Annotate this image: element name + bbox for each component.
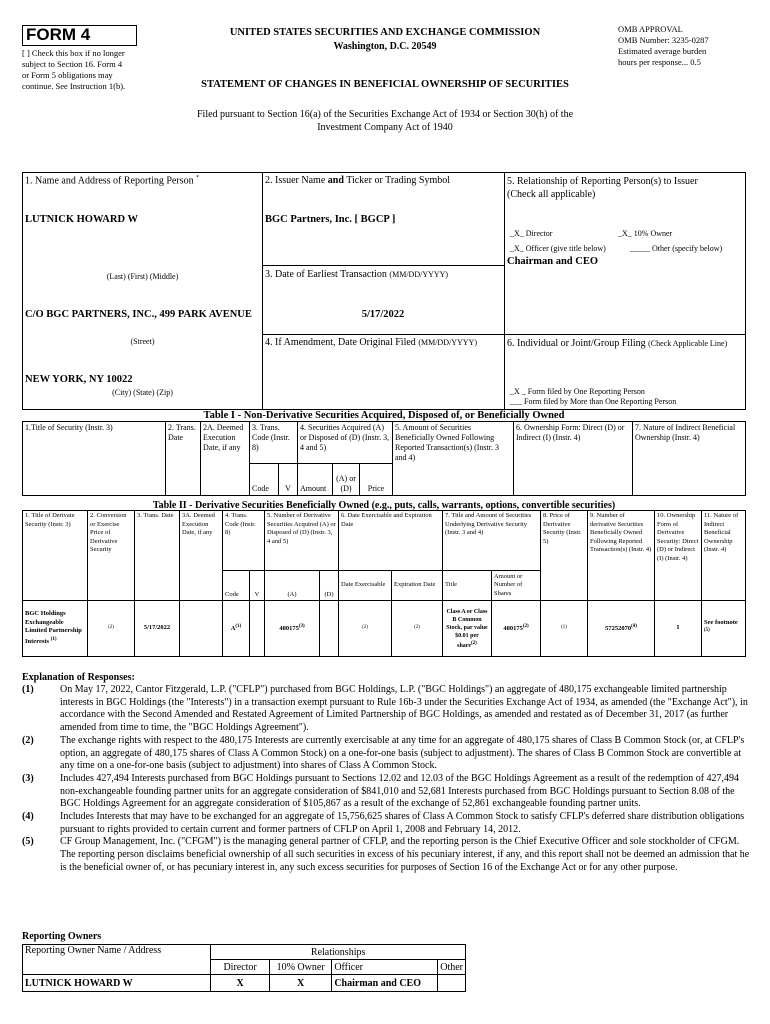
explanation-list	[22, 684, 750, 875]
t2-row-acquired: 480175$^{(3)}$	[265, 601, 320, 657]
t1-col-acquired: 4. Securities Acquired (A) or Disposed of (D) (Instr. 3, 4 and 5)	[298, 422, 393, 464]
t2-row-nature: See footnote $^{(5)}$	[702, 601, 746, 657]
street-caption: (Street)	[130, 337, 155, 346]
omb-approval	[618, 24, 758, 68]
t1-sub-amount: Amount	[298, 464, 333, 496]
box3-label: 3. Date of Earliest Transaction (MM/DD/YYYY)	[265, 269, 449, 280]
omb-line-3: Estimated average burden	[618, 46, 707, 56]
t2-col-nature: 11. Nature of Indirect Beneficial Ownership (Instr. 4)	[702, 511, 746, 601]
owners-row-other	[438, 975, 466, 992]
box2-label: 2. Issuer Name and Ticker or Trading Symbol	[265, 175, 451, 186]
t1-sub-price: Price	[360, 464, 393, 496]
owners-col-ten-pct: 10% Owner	[269, 960, 331, 975]
issuer-name: BGC Partners, Inc. [ BGCP ]	[265, 214, 396, 225]
check-box-line-1[interactable]: [ ] Check this box if no longer	[22, 48, 125, 58]
t2-sub-code: Code	[223, 571, 250, 601]
t2-col-form: 10. Ownership Form of Derivative Security: Direct (D) or Indirect (I) (Instr. 4)	[655, 511, 702, 601]
owners-row-officer: Chairman and CEO	[332, 975, 438, 992]
fn-num: (3)	[22, 772, 34, 784]
t1-col-title: 1.Title of Security (Instr. 3)	[23, 422, 166, 496]
t1-col-ownership-form: 6. Ownership Form: Direct (D) or Indirect (I) (Instr. 4)	[514, 422, 633, 496]
table2-title: Table II - Derivative Securities Beneficially Owned (e.g., puts, calls, warrants, options, convertible securities)	[152, 500, 616, 511]
t2-row-form: I	[655, 601, 702, 657]
t1-col-nature: 7. Nature of Indirect Beneficial Ownership (Instr. 4)	[633, 422, 746, 496]
fn-text: CF Group Management, Inc. ("CFGM") is the managing general partner of CFLP, and the reporting person is the Chief Executive Officer and sole stockholder of CFGM. The reporting person disclaims beneficial ownership of all such securities in excess of his pecuniary interest, if any, and this report shall not be deemed an admission that he is the beneficial owner of, or has pecuniary interest in, any such excess securities for purposes of Section 16 of the Exchange Act or for any other purpose.	[60, 836, 750, 873]
t2-col-acquired: 5. Number of Derivative Securities Acquired (A) or Disposed of (D) (Instr. 3, 4 and 5)	[265, 511, 339, 571]
t1-col-date: 2. Trans. Date	[166, 422, 201, 496]
table2	[22, 510, 746, 657]
filed-pursuant-line-1: Filed pursuant to Section 16(a) of the Securities Exchange Act of 1934 or Section 30(h) of the	[196, 109, 574, 120]
t2-row-conversion-fn: (2)	[88, 601, 135, 657]
t2-col-deemed: 3A. Deemed Execution Date, if any	[180, 511, 223, 601]
t2-row-deemed	[180, 601, 223, 657]
t2-row-date: 5/17/2022	[135, 601, 180, 657]
omb-line-2: OMB Number: 3235-0287	[618, 35, 709, 45]
t2-sub-a: (A)	[265, 571, 320, 601]
explanation-item	[22, 773, 750, 811]
officer-title: Chairman and CEO	[507, 256, 599, 267]
t2-col-title: 1. Title of Derivate Security (Instr. 3)	[23, 511, 88, 601]
table1-title: Table I - Non-Derivative Securities Acquired, Disposed of, or Beneficially Owned	[203, 410, 565, 421]
owners-col-other: Other	[438, 960, 466, 975]
box6-label: 6. Individual or Joint/Group Filing (Check Applicable Line)	[507, 338, 728, 349]
t2-sub-d: (D)	[320, 571, 339, 601]
box4-label: 4. If Amendment, Date Original Filed (MM/DD/YYYY)	[265, 337, 477, 348]
owners-table	[22, 944, 466, 992]
fn-text: Includes 427,494 Interests purchased from BGC Holdings pursuant to Sections 12.02 and 12.03 of the BGC Holdings Agreement as a result of the redemption of 427,494 non-exchangeable founding partner units for an aggregate consideration of $841,010 and 52,681 Interests purchased from BGC Holdings pursuant to Section 8.08 of the BGC Holdings Agreement for an aggregate consideration of $105,867 as a result of the exchange of 52,861 exchangeable founding partner units.	[60, 772, 740, 810]
t2-row-disposed	[320, 601, 339, 657]
check-box-line-4: continue. See Instruction 1(b).	[22, 81, 126, 91]
agency-location: Washington, D.C. 20549	[333, 41, 437, 52]
t2-col-code: 4. Trans. Code (Instr. 8)	[223, 511, 265, 571]
t1-col-deemed: 2A. Deemed Execution Date, if any	[201, 422, 250, 496]
t1-col-code: 3. Trans. Code (Instr. 8)	[250, 422, 298, 464]
t2-sub-amount: Amount or Number of Shares	[492, 571, 541, 601]
group-filer-option[interactable]: ___ Form filed by More than One Reporting Person	[510, 397, 677, 406]
check-box-note	[22, 48, 162, 92]
fn-num: (1)	[22, 684, 34, 695]
t2-sub-expiration: Expiration Date	[392, 571, 443, 601]
t2-row-date-ex-fn: (2)	[339, 601, 392, 657]
t2-row-v	[250, 601, 265, 657]
t2-sub-title: Title	[443, 571, 492, 601]
t2-sub-date-exercisable: Date Exercisable	[339, 571, 392, 601]
city-caption: (City) (State) (Zip)	[112, 388, 173, 397]
explanation-heading: Explanation of Responses:	[22, 672, 135, 683]
filed-pursuant	[100, 108, 670, 134]
statement-title: STATEMENT OF CHANGES IN BENEFICIAL OWNERSHIP OF SECURITIES	[201, 79, 569, 90]
owners-col-name: Reporting Owner Name / Address	[23, 945, 211, 975]
box5-label	[507, 175, 743, 201]
fn-num: (4)	[22, 811, 34, 823]
owners-col-director: Director	[211, 960, 270, 975]
fn-text: On May 17, 2022, Cantor Fitzgerald, L.P. ("CFLP") purchased from BGC Holdings, L.P. ("BGC Holdings") an aggregate of 480,175 exchangeable limited partnership interests in BGC Holdings (the "Interests") in a transaction exempt pursuant to Rule 16b-3 under the Securities Exchange Act of 1934, as amended (the "Exchange Act"), in accordance with the Second Amended and Restated Agreement of Limited Partnership of BGC Holdings, as amended and restated as of December 31, 2017 (as further amended from time to time, the "BGC Holdings Agreement").	[60, 684, 748, 734]
t2-col-underlying: 7. Title and Amount of Securities Underlying Derivative Security (Instr. 3 and 4)	[443, 511, 541, 571]
name-caption: (Last) (First) (Middle)	[106, 272, 179, 281]
city-state-zip: NEW YORK, NY 10022	[25, 374, 133, 385]
other-option[interactable]: _____ Other (specify below)	[630, 244, 723, 253]
explanation-item	[22, 811, 750, 836]
explanation-item	[22, 684, 750, 735]
box5-sub: (Check all applicable)	[507, 189, 596, 200]
agency-name: UNITED STATES SECURITIES AND EXCHANGE COMMISSION	[229, 27, 541, 38]
owners-heading: Reporting Owners	[22, 931, 102, 942]
t2-row-amount: 480175$^{(2)}$	[492, 601, 541, 657]
filed-pursuant-line-2: Investment Company Act of 1940	[317, 122, 453, 133]
t2-col-price: 8. Price of Derivative Security (Instr. 5)	[541, 511, 588, 601]
single-filer-option[interactable]: _X _ Form filed by One Reporting Person	[510, 387, 645, 396]
director-option[interactable]: _X_ Director	[510, 229, 553, 238]
t2-row-price-fn: (1)	[541, 601, 588, 657]
owners-row-name: LUTNICK HOWARD W	[23, 975, 211, 992]
omb-line-4: hours per response... 0.5	[618, 57, 701, 67]
officer-option[interactable]: _X_ Officer (give title below)	[510, 244, 606, 253]
street-address: C/O BGC PARTNERS, INC., 499 PARK AVENUE	[25, 309, 252, 320]
form-title: FORM 4	[22, 25, 137, 46]
t2-col-owned: 9. Number of derivative Securities Beneficially Owned Following Reported Transaction(s) (Instr. 4)	[588, 511, 655, 601]
t2-row-code: $A^{(1)}$	[223, 601, 250, 657]
fn-num: (5)	[22, 836, 34, 848]
t2-row-title: Class A or Class B Common Stock, par value $0.01 per share$^{(2)}$	[443, 601, 492, 657]
t2-col-conversion: 2. Conversion or Exercise Price of Derivative Security	[88, 511, 135, 601]
t2-col-exercisable: 6. Date Exercisable and Expiration Date	[339, 511, 443, 571]
owners-row-ten-pct: X	[269, 975, 331, 992]
table1	[22, 421, 746, 496]
fn-num: (2)	[22, 734, 34, 746]
table-row	[23, 975, 466, 992]
check-box-line-2: subject to Section 16. Form 4	[22, 59, 123, 69]
t2-row-owned: 57252070$^{(4)}$	[588, 601, 655, 657]
earliest-transaction-date: 5/17/2022	[361, 309, 405, 320]
t1-sub-v: V	[279, 464, 298, 496]
t2-sub-v: V	[250, 571, 265, 601]
owners-row-director: X	[211, 975, 270, 992]
table-row	[23, 601, 746, 657]
owners-col-relationships: Relationships	[211, 945, 466, 960]
t2-row-exp-fn: (2)	[392, 601, 443, 657]
check-box-line-3: or Form 5 obligations may	[22, 70, 113, 80]
explanation-item	[22, 836, 750, 874]
fn-text: Includes Interests that may have to be exchanged for an aggregate of 15,756,625 shares of Class A Common Stock to satisfy CFLP's deferred share distribution obligations pursuant to rights provided to certain current and former partners of CFLP on April 1, 2008 and February 14, 2012.	[60, 811, 745, 835]
reporting-person-name: LUTNICK HOWARD W	[25, 214, 138, 225]
t1-col-amount-owned: 5. Amount of Securities Beneficially Owned Following Reported Transaction(s) (Instr. 3 and 4)	[393, 422, 514, 496]
t2-row-security: BGC Holdings Exchangeable Limited Partnership Interests $^{(1)}$	[23, 601, 88, 657]
owners-col-officer: Officer	[332, 960, 438, 975]
ten-pct-owner-option[interactable]: _X_ 10% Owner	[618, 229, 673, 238]
box1-label: 1. Name and Address of Reporting Person *	[25, 175, 200, 187]
fn-text: The exchange rights with respect to the 480,175 Interests are currently exercisable at any time for an aggregate of 480,175 shares of Class B Common Stock (or, at CFLP's option, an aggregate of 480,175 shares of Class A Common Stock) on a one-for-one basis (subject to adjustment). The shares of Class B Common Stock are convertible at any time on a one-for-one basis (subject to adjustment) into shares of Class A Common Stock.	[60, 734, 745, 772]
box5-label-text: 5. Relationship of Reporting Person(s) to Issuer	[507, 176, 698, 187]
omb-line-1: OMB APPROVAL	[618, 24, 683, 34]
t1-sub-a-or-d: (A) or (D)	[333, 464, 360, 496]
explanation-item	[22, 735, 750, 773]
t2-col-date: 3. Trans. Date	[135, 511, 180, 601]
t1-sub-code: Code	[250, 464, 279, 496]
